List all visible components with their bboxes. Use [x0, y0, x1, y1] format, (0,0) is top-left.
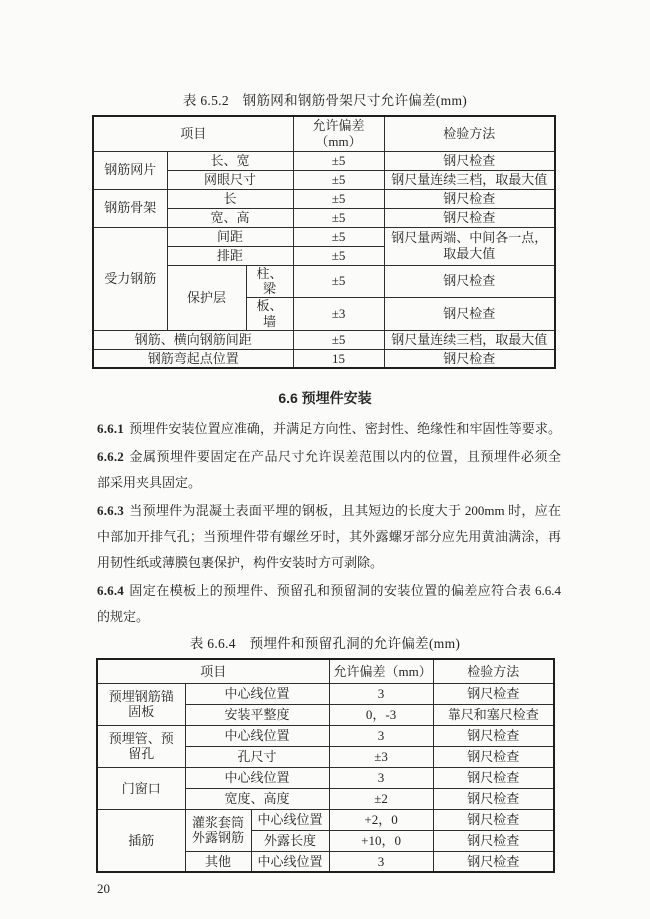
table-6-5-2-title: 表 6.5.2 钢筋网和钢筋骨架尺寸允许偏差(mm)	[182, 93, 468, 108]
paragraph-line	[97, 444, 561, 470]
cell-item: 孔尺寸	[185, 746, 329, 767]
cell-tolerance: ±5	[293, 265, 384, 298]
cell-method: 钢尺检查	[433, 767, 554, 788]
table-header-row	[93, 116, 555, 151]
cell-tolerance: ±2	[329, 788, 433, 809]
cell-method: 钢尺检查	[384, 298, 555, 331]
table-header-row	[97, 659, 554, 683]
table-row	[93, 151, 555, 170]
paragraph-line: 部采用夹具固定。	[97, 475, 202, 491]
cell-group: 钢筋网片	[93, 151, 167, 189]
cell-tolerance: 3	[329, 725, 433, 746]
paragraph-line	[97, 578, 561, 604]
header-tolerance-line1: 允许偏差	[312, 117, 365, 133]
cell-tolerance: ±5	[293, 227, 384, 246]
cell-method: 钢尺检查	[384, 349, 555, 368]
header-tolerance	[293, 116, 384, 151]
cell-tolerance: ±3	[329, 746, 433, 767]
cell-subgroup: 其他	[185, 851, 251, 872]
header-method: 检验方法	[433, 659, 554, 683]
cell-item: 中心线位置	[185, 767, 329, 788]
cell-subgroup: 保护层	[167, 265, 246, 330]
cell-subgroup: 灌浆套筒外露钢筋	[185, 809, 251, 851]
cell-tolerance: ±5	[293, 170, 384, 189]
paragraph-6-6-1	[97, 416, 561, 442]
table-row	[93, 227, 555, 246]
cell-method: 钢尺检查	[433, 830, 554, 851]
cell-group: 受力钢筋	[93, 227, 167, 330]
paragraph-number: 6.6.3	[97, 503, 124, 519]
cell-tolerance: 3	[329, 851, 433, 872]
cell-tolerance: +2，0	[329, 809, 433, 830]
cell-item: 长、宽	[167, 151, 293, 170]
paragraph-line: 中部加开排气孔；当预埋件带有螺丝牙时，其外露螺牙部分应先用黄油满涂，再	[97, 529, 561, 545]
table-row	[97, 767, 554, 788]
cell-tolerance: 3	[329, 683, 433, 704]
paragraph-6-6-2	[97, 444, 561, 496]
cell-group: 插筋	[97, 809, 185, 872]
section-heading: 6.6 预埋件安装	[278, 390, 372, 407]
cell-method: 钢尺量两端、中间各一点，取最大值	[384, 227, 555, 265]
header-tolerance-line2: （mm）	[315, 133, 362, 149]
cell-item: 宽度、高度	[185, 788, 329, 809]
cell-tolerance: ±5	[293, 246, 384, 265]
cell-group: 预埋钢筋锚固板	[97, 683, 185, 725]
header-item: 项目	[93, 116, 293, 151]
cell-tolerance: +10，0	[329, 830, 433, 851]
cell-method: 钢尺检查	[433, 788, 554, 809]
header-method: 检验方法	[384, 116, 555, 151]
cell-method: 钢尺量连续三档，取最大值	[384, 330, 555, 349]
cell-item: 外露长度	[251, 830, 329, 851]
cell-method: 钢尺检查	[384, 151, 555, 170]
cell-tolerance: ±5	[293, 208, 384, 227]
cell-item: 安装平整度	[185, 704, 329, 725]
table-row	[97, 809, 554, 830]
cell-method: 钢尺检查	[433, 851, 554, 872]
cell-item: 中心线位置	[185, 725, 329, 746]
paragraph-6-6-3	[97, 498, 561, 576]
cell-item: 间距	[167, 227, 293, 246]
paragraph-6-6-4	[97, 578, 561, 630]
cell-tolerance: ±5	[293, 330, 384, 349]
cell-group: 预埋管、预留孔	[97, 725, 185, 767]
cell-item: 柱、梁	[246, 265, 293, 298]
cell-item: 中心线位置	[251, 809, 329, 830]
paragraph-number: 6.6.1	[97, 421, 124, 437]
cell-tolerance: ±3	[293, 298, 384, 331]
cell-item: 中心线位置	[185, 683, 329, 704]
paragraph-line: 用韧性纸或薄膜包裹保护，构件安装时方可剥除。	[97, 555, 384, 571]
cell-group: 钢筋骨架	[93, 189, 167, 227]
cell-method: 钢尺检查	[384, 265, 555, 298]
cell-item: 长	[167, 189, 293, 208]
paragraph-line: 的规定。	[97, 609, 150, 625]
cell-tolerance: ±5	[293, 151, 384, 170]
table-6-6-4	[96, 658, 555, 873]
cell-item: 宽、高	[167, 208, 293, 227]
paragraph-line	[97, 416, 561, 442]
paragraph-text: 固定在模板上的预埋件、预留孔和预留洞的安装位置的偏差应符合表 6.6.4	[129, 583, 561, 599]
table-row	[93, 330, 555, 349]
header-tolerance: 允许偏差（mm）	[329, 659, 433, 683]
paragraph-text: 金属预埋件要固定在产品尺寸允许误差范围以内的位置，且预埋件必须全	[129, 449, 561, 465]
cell-tolerance: ±5	[293, 189, 384, 208]
page-number: 20	[97, 881, 110, 897]
header-item: 项目	[97, 659, 329, 683]
cell-group: 门窗口	[97, 767, 185, 809]
cell-item: 网眼尺寸	[167, 170, 293, 189]
paragraph-text: 预埋件安装位置应准确，并满足方向性、密封性、绝缘性和牢固性等要求。	[129, 421, 561, 437]
table-6-5-2	[92, 115, 556, 369]
cell-item: 板、墙	[246, 298, 293, 331]
cell-tolerance: 15	[293, 349, 384, 368]
cell-method: 钢尺检查	[433, 809, 554, 830]
cell-method: 钢尺检查	[433, 725, 554, 746]
cell-method: 钢尺检查	[433, 746, 554, 767]
cell-item: 中心线位置	[251, 851, 329, 872]
table-6-6-4-title: 表 6.6.4 预埋件和预留孔洞的允许偏差(mm)	[189, 636, 461, 652]
cell-item: 钢筋弯起点位置	[93, 349, 293, 368]
table-row	[93, 349, 555, 368]
cell-method: 钢尺检查	[384, 208, 555, 227]
cell-method: 钢尺量连续三档，取最大值	[384, 170, 555, 189]
paragraph-text: 当预埋件为混凝土表面平埋的钢板，且其短边的长度大于 200mm 时，应在	[129, 503, 561, 519]
table-row	[93, 189, 555, 208]
cell-method: 靠尺和塞尺检查	[433, 704, 554, 725]
cell-item: 钢筋、横向钢筋间距	[93, 330, 293, 349]
paragraph-number: 6.6.2	[97, 449, 124, 465]
table-row	[97, 725, 554, 746]
cell-item: 排距	[167, 246, 293, 265]
section-body	[97, 416, 561, 630]
cell-method: 钢尺检查	[384, 189, 555, 208]
cell-tolerance: 0，-3	[329, 704, 433, 725]
paragraph-line	[97, 498, 561, 524]
table-row	[97, 683, 554, 704]
cell-method: 钢尺检查	[433, 683, 554, 704]
paragraph-number: 6.6.4	[97, 583, 124, 599]
cell-tolerance: 3	[329, 767, 433, 788]
